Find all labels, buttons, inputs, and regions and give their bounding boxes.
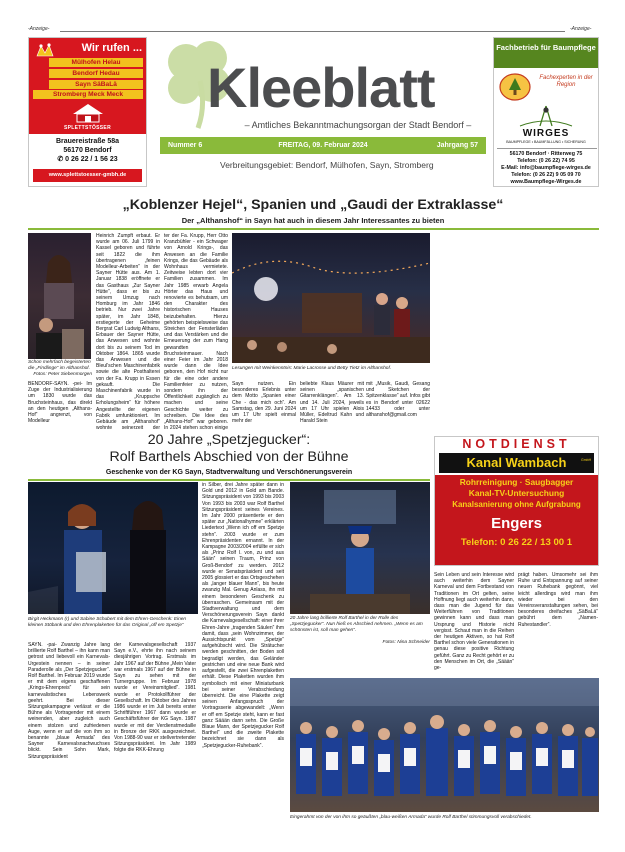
ad-wirges-brand: WIRGES xyxy=(522,128,570,139)
anzeige-label-left: -Anzeige- xyxy=(28,26,50,32)
ad-phone: ✆ 0 26 22 / 1 56 23 xyxy=(57,156,118,163)
notdienst-title: NOTDIENST xyxy=(435,437,598,451)
article1-subheadline: Der „Althanshof“ in Sayn hat auch in diesem Jahr Interessantes zu bieten xyxy=(181,216,445,225)
notdienst-service-2: Kanal-TV-Untersuchung xyxy=(468,488,565,498)
notdienst-brand: Kanal Wambach xyxy=(439,453,594,473)
article2-photo2-credit: Fotos: Nina Schneider xyxy=(382,640,430,645)
masthead-subtitle: – Amtliches Bekanntmachungsorgan der Stadt Bendorf – xyxy=(244,120,472,130)
notdienst-service-1: Rohrreinigung · Saugbagger xyxy=(459,477,574,487)
ad-wirges-phone: Telefon: (0 26 22) 74 95 xyxy=(517,158,575,164)
distribution-area: Verbreitungsgebiet: Bendorf, Mülhofen, Sayn, Stromberg xyxy=(220,160,434,170)
article1-column-5: beliebte Klaus Mäurer mit seinen „spanischen Gitarrenklängen“. Am 13. und 14. Juli 2024, jeweils um 17 Uhr spielen Alois Müller, Edeltrud Kahn und Harald Stein xyxy=(300,381,364,425)
ad-call-2: Bendorf Hedau xyxy=(49,69,143,78)
ad-call-4: Stromberg Meck Meck xyxy=(33,90,143,99)
ad-kanal-wambach[interactable] xyxy=(434,436,599,566)
issue-bar xyxy=(160,137,486,154)
article2-headline-line2: Rolf Barthels Abschied von der Bühne xyxy=(109,449,349,465)
article1-photo-findlinge xyxy=(28,233,91,359)
article2-column-3: in Silber, drei Jahre später dann in Gold und 2012 in Gold am Bande. Sitzungspräsident von 1993 bis 2003 Von 1993 bis 2003 war Rolf Barthel Sitzungspräsident seines Vereines. Im Jahr 2000 präsentierte er den später zur „Nationalhymne“ erklärten Liedertext „Wenn ich off em Spetzje stehn“. 2003 wurde er zum Ehrenpräsidenten ernannt. In der Kampagne 2003/2004 erfüllte er sich als „Prinz Rolf I. von, zu und aus Säänˮ seinen Traum, Prinz von Groß-Bendorf zu werden. 2012 wurde er Senatspräsident und seit 2005 glossiert er das Ortsgeschehen als „langer blauer Mann“, bis heute zwanzig Mal. Genug Anlass, ihn mit einem besonderen Geschenk zu überraschen. Gemeinsam mit der Stadtverwaltung und dem Verschönerungsverein Sayn dankt die Karnevalsgesellschaft: einer ihrer Ehren-Jahre „tragenden Säulen“ ihm damit, dass „sein Wohnzimmer, der Aussichtspunkt vom „Spetzje“ aufgehübscht wird. Die Strätucher werden geschnitten, der Boden soll begradigt werden, das Geländer gestrichen und eine neue Bank wird aufgestellt, die zwei Ehrenplaketten erhält. Diese Plaketten wurden ihm symbolisch mit einer Miniaturbank bei seiner Verabschiedung überreicht. Die eine Plakette zeigt seinen Anfangsspruch der Vortragsserie abgewandelt: „Wenn er off em Spetzje steht, kann er fast ganz Säään dann sehn. Die Große Blaue Mann, der Spetzjegucker Rolf Barthel“ und die zweite Plakette bezeichnet sie dann als „Spetzjegucker-Ruhebank“. xyxy=(202,482,284,749)
article2-subheadline: Geschenke von der KG Sayn, Stadtverwaltung und Verschönerungsverein xyxy=(105,469,353,476)
article1-column-6: mit „Musik, Gaudi, Gesang und Sketchen der Spitzenklasse“ auf. Infos gibt es in Bendorf unter 02622 14433 oder unter althanshof@gmail.com xyxy=(366,381,430,419)
article2-photo-spetzjegucker xyxy=(290,482,430,614)
notdienst-city: Engers xyxy=(491,515,542,532)
article2-photo-geschenk xyxy=(28,482,198,614)
ad-wirges-web[interactable]: www.Baumpflege-Wirges.de xyxy=(510,179,582,185)
ad-brand: SPLETTSTÖSSER xyxy=(64,125,111,131)
notdienst-service-3: Kanalsanierung ohne Aufgrabung xyxy=(452,500,581,509)
issue-date: FREITAG, 09. Februar 2024 xyxy=(278,142,368,149)
ad-city: 56170 Bendorf xyxy=(63,147,112,154)
article2-photo3-caption: Eingerahmt von der von ihm so geäußten „blau-weißen Armada“ wurde Rolf Barthel stimmungsvoll verabschiedet. xyxy=(290,815,532,820)
article1-photo1-credit: Fotos: Peter Siebenmorgen xyxy=(33,372,92,377)
article2-column-4: Sein Leben und sein Interesse wird auch weiterhin dem Sayner Karneval und dem Fortbestand von Traditionen im Ort gelten, seine Hoffnung liegt auch weiterhin dann, dass man die Jugend für das Weiterführen von Traditionen gewinnen kann und dass man Ursprung und Historie nicht vergisst. Schaut man in die Reihen der heutigen Aktiven, so hat Rolf Barthel schon viele Generationen in genau diese positive Richtung geführt. Ganz zu Recht gehört er zu den Menschen im Ort, die „Säään“ ge- xyxy=(434,572,514,672)
article1-column-1: BENDORF-SAYN. -pei- Im Zuge der Industrialisierung um 1830 wurde das Bruchsteinhaus, das direkt an den heutigen „Althans-Hof“ angrenzt, von Modelleur xyxy=(28,381,92,425)
article1-headline: „Koblenzer Hejel“, Spanien und „Gaudi der Extraklasse“ xyxy=(122,197,504,213)
article2-headline-line1: 20 Jahre „Spetzjegucker“: xyxy=(147,432,311,448)
ad-wirges-address: 56170 Bendorf · Ritterweg 75 xyxy=(509,151,583,157)
notdienst-brand-badge: GmbH xyxy=(581,458,592,462)
tree-badge-icon xyxy=(498,72,532,102)
issue-year: Jahrgang 57 xyxy=(436,142,478,149)
article2-photo-armada xyxy=(290,678,599,812)
top-rule xyxy=(60,31,565,32)
article1-column-3: ter der Fa. Krupp, Herr Otto Kranzbühler - ein Schwager von Arnold Krings-, das Anwesen an die Familie Krings, die das Gebäude als Wohnhaus vermietete. Zeitweise lebten dort vier Familien zusammen. Im Jahr 1985 erwarb Angela Hörter das Haus und renovierte es behutsam, um den Charakter des historischen Hauses beizubehalten. Hierzu gehörten beispielsweise das Streichen der Fensterläden und das Verstärken und die Erneuerung der zum Hang gewandten Bruchsteinmauer. Nach einer Feier im Jahr 2018 wurde dann die Idee geboren, den Hof nicht nur für die eine oder andere Familienfeier zu nutzen, sondern ihn der Öffentlichkeit zugänglich zu machen und seine Geschichte weiter zu schreiben. Die Idee des „Althans-Hof“ war geboren. In 2024 stehen schon einige xyxy=(164,233,228,431)
article1-photo2-caption: Lesungen mit Weinkenntnis: Marie Lacrosse und Betty Tietz im Althanshof. xyxy=(232,366,392,371)
ad-call-3: Sayn SäBaLä xyxy=(49,80,143,89)
article2-photo1-caption: Birgit Heckmann (r) und Sabine Schubert mit dem Ehren-Geschenk: Einen kleinen Stöbank und den Ehrenplaketten für das Original „off em Spetzje“ xyxy=(28,617,187,628)
article1-column-4: Sayn nutzen. Ein besonderes Erlebnis unter dem Motto „Spanien einer Che - das mich och“. Am Samstag, den 29. Juni 2024 um 17 Uhr spielt einmal mehr der xyxy=(232,381,296,425)
article2-column-1: SAYN. -pai- Zwanzig Jahre lang brillierte Rolf Barthel – ihn kann man getrost und liebevoll ein Karnevals-Urgestein nennen – in seiner Paraderolle als „Der Spetzjegucker“. Rolf Barthel. Im Februar 2019 wurde er mit dem eigens geschaffenen „Krings-Ehrenpreis“ für sein karnevalistisches Lebenswerk geehrt. Bei dieser Sitzungskampagne verlässt er die Bühne als Vortragender mit einem weinenden, aber zugleich auch einem stolzen und zufriedenen Auge, wenn er auf die von ihm so benannte „blaue Armada“ des Sayner Karnevalsnachwuchses blickt. Sein Sohn Mark, Sitzungspräsident xyxy=(28,642,110,760)
masthead-title: Kleeblatt xyxy=(207,56,435,119)
issue-number: Nummer 6 xyxy=(168,142,203,149)
article2-photo2-caption: 20 Jahre lang brillierte Rolf Barthel in der Rolle des „Spetzjegucker“. Nun hieß es Abschied nehmen. „Wenn es am schönsten ist, soll man gehen“. xyxy=(290,616,423,633)
ad-wirges-brand-sub: BAUMPFLEGE • BAUMFÄLLUNG • SICHERUNG xyxy=(506,140,586,144)
ad-splettstoesser[interactable] xyxy=(28,37,147,187)
ad-wirges-tagline: Fachexperten in der Region xyxy=(539,75,593,88)
ad-call-1: Mülhofen Helau xyxy=(49,58,143,67)
article2-rule xyxy=(28,479,430,481)
jester-hat-icon xyxy=(35,43,55,57)
ad-street: Brauereistraße 58a xyxy=(55,138,120,145)
ad-wirges[interactable] xyxy=(493,37,599,187)
article2-column-5: prägt haben. Umsomehr sei ihm Ruhe und Entspannung auf seiner neuen Ruhebank gegönnt, viel leicht allerdings wird man ihm wieder bei den Vereinsveranstaltungen sehen, bei besonderes dreifaches „SäBaLä“ gebührt dem „Namen-Ruhestandler“. xyxy=(518,572,598,628)
anzeige-label-right: -Anzeige- xyxy=(570,26,592,32)
ad-headline: Wir rufen ... xyxy=(81,42,142,54)
house-logo-icon xyxy=(71,102,105,124)
ad-wirges-mobile: Telefon: (0 26 22) 9 05 09 70 xyxy=(511,172,581,178)
ad-wirges-email[interactable]: E-Mail: info@baumpflege-wirges.de xyxy=(501,165,591,171)
article1-photo-lesung xyxy=(232,233,430,363)
article2-column-2: der Karnevalsgesellschaft 1937 Sayn e.V., ehrte ihn nach seinem diesjährigen Vortrag. Erstmals im Jahr 1967 auf der Bühne „Mein Vater war erstmals 1967 auf der Bühne in Sayn zu sehen mit der Turnergruppe. Im Februar 1978 wurde er Vereinsmitglied“. 1981 wurde er Protokollführer der Gesellschaft. Im Oktober des Jahres 1986 wurde er im Juli bereits erster Schriftführer 1967 dann wurde er Geschäftsführer der KG Sayn. 1987 wurde er mit der Verdienstmedaille in Bronze der RKK ausgezeichnet. Von 1988-90 war er stellvertretender Sitzungspräsident. Im Jahr 1989 folgte die RKK-Ehrung xyxy=(114,642,196,754)
ad-wirges-headline: Fachbetrieb für Baumpflege xyxy=(494,38,598,68)
article1-photo1-caption: Schon mehrfach begeisterten die „Findlinge“ im Althanshof. xyxy=(28,360,91,371)
ad-red-panel xyxy=(29,38,146,134)
article1-column-2: Heinrich Zumpft erbaut. Er wurde am 06. Juli 1799 in Kassel geboren und führte seit 1822 die ihm übertragenen „feinen Modelleur-Arbeiten“ in der Sayner Hütte aus. Am 1. Januar 1838 eröffnete er das Gasthaus „Zur Sayner Hütte“, dass er bis zu seinem Umzug nach Homburg im Jahr 1846 betrieb. Nur zwei Jahre später, im Jahr 1848, erstiegerte der Geheime Bergrat Carl Ludwig Althans, Erbauer der Sayner Hütte, das Anwesen und wohnte dort bis zu seinem Tod im Oktober 1864. 1865 wurde das Anwesen und die Bleul’schen Maschinenfabrik sowie die alte Posthalterei von der Fa. Krupp in Essen gekauft. Die Maschinenfabrik wurde in das „Kruppsche Erholungsheim“ für höhere Angestellte der eigenen Fabrik umfunktioniert. Im Gebäude am „Althanshof“ wohnte seinerzeit der xyxy=(96,233,160,431)
tree-climber-icon xyxy=(500,104,592,128)
ad-url[interactable]: www.splettstoesser-gmbh.de xyxy=(33,169,142,182)
notdienst-phone: Telefon: 0 26 22 / 13 00 1 xyxy=(460,537,573,548)
article1-rule xyxy=(28,228,599,230)
